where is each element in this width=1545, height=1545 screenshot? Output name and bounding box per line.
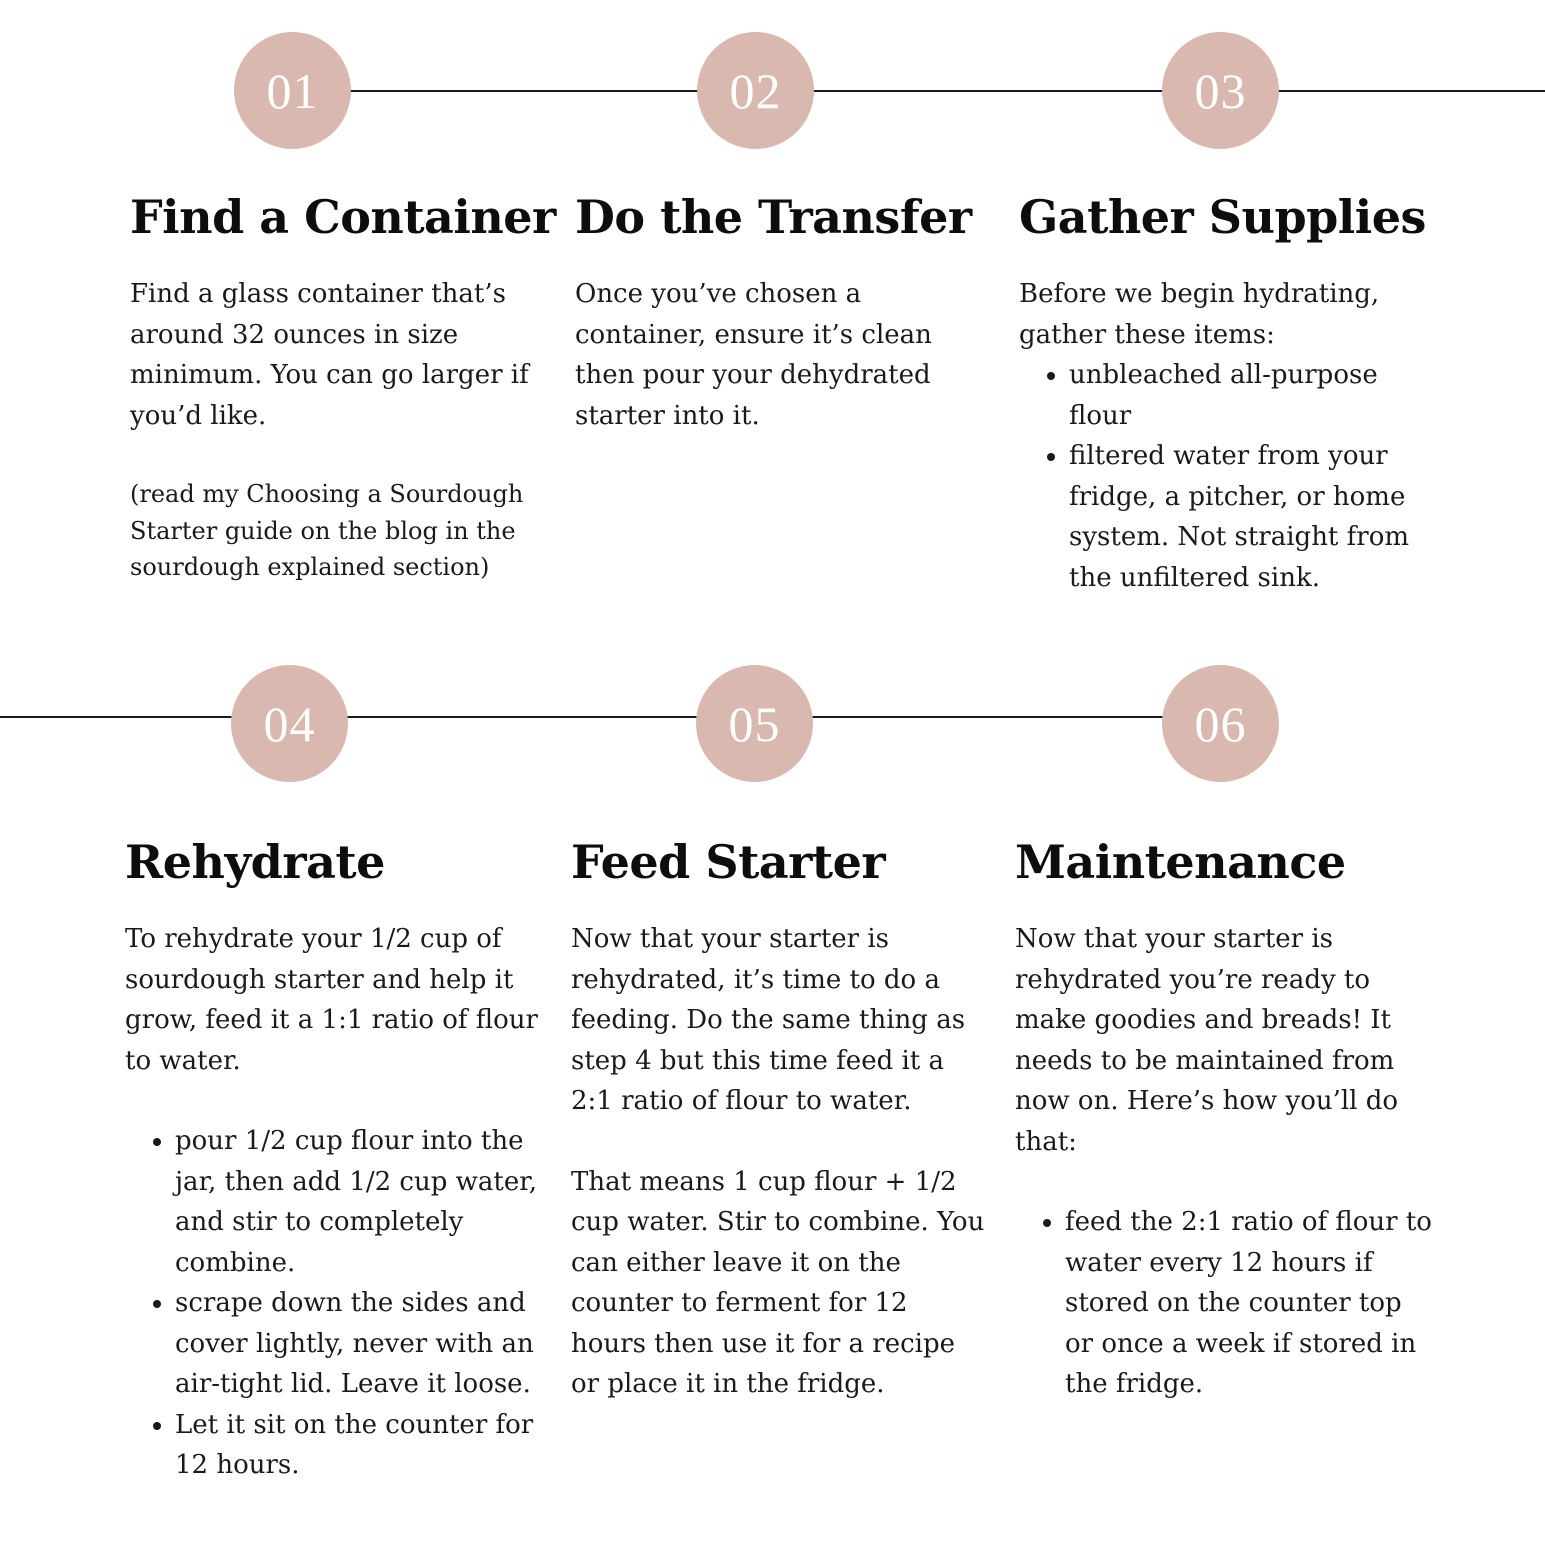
step-bullet-list [1015,1202,1435,1405]
step-number: 02 [729,62,782,119]
list-item: • unbleached all-purpose flour [1069,355,1419,436]
step-title: Do the Transfer [575,190,972,244]
step-bullet-list [1019,355,1419,598]
step-06 [1015,835,1435,1405]
step-04 [125,835,540,1486]
list-item: • pour 1/2 cup flour into the jar, then add 1/2 cup water, and stir to completely combine. [175,1121,540,1283]
step-number-badge-06 [1162,665,1279,782]
step-number: 05 [728,695,781,752]
step-number: 03 [1194,62,1247,119]
step-03 [1019,190,1426,598]
timeline-line-top [292,90,1545,92]
step-01 [130,190,556,586]
step-note: (read my Choosing a Sourdough Starter guide on the blog in the sourdough explained section) [130,480,524,581]
list-item: • feed the 2:1 ratio of flour to water every 12 hours if stored on the counter top or once a week if stored in the fridge. [1065,1202,1435,1405]
step-number: 06 [1194,695,1247,752]
step-title: Rehydrate [125,835,385,889]
step-paragraph: Before we begin hydrating, gather these items: [1019,279,1380,350]
step-number: 01 [266,62,319,119]
step-number-badge-05 [696,665,813,782]
list-item: • scrape down the sides and cover lightly, never with an air-tight lid. Leave it loose. [175,1283,540,1405]
step-number-badge-01 [234,32,351,149]
step-02 [575,190,975,436]
step-paragraph: To rehydrate your 1/2 cup of sourdough starter and help it grow, feed it a 1:1 ratio of flour to water. [125,924,538,1076]
step-paragraph: Find a glass container that’s around 32 ounces in size minimum. You can go larger if you’d like. [130,279,529,431]
step-number: 04 [263,695,316,752]
step-title: Maintenance [1015,835,1346,889]
step-title: Find a Container [130,190,556,244]
step-title: Gather Supplies [1019,190,1426,244]
list-item: • filtered water from your fridge, a pitcher, or home system. Not straight from the unfiltered sink. [1069,436,1419,598]
step-bullet-list [125,1121,540,1486]
list-item: • Let it sit on the counter for 12 hours. [175,1405,540,1486]
step-title: Feed Starter [571,835,886,889]
timeline-line-bottom [0,716,1221,718]
step-paragraph: Now that your starter is rehydrated you’re ready to make goodies and breads! It needs to be maintained from now on. Here’s how you’ll do that: [1015,924,1399,1157]
step-paragraph: Once you’ve chosen a container, ensure it’s clean then pour your dehydrated starter into it. [575,279,932,431]
step-05 [571,835,986,1405]
step-paragraph: Now that your starter is rehydrated, it’s time to do a feeding. Do the same thing as step 4 but this time feed it a 2:1 ratio of flour to water. [571,924,966,1116]
step-paragraph: That means 1 cup flour + 1/2 cup water. Stir to combine. You can either leave it on the counter to ferment for 12 hours then use it for a recipe or place it in the fridge. [571,1166,985,1399]
step-number-badge-03 [1162,32,1279,149]
step-number-badge-04 [231,665,348,782]
step-number-badge-02 [697,32,814,149]
